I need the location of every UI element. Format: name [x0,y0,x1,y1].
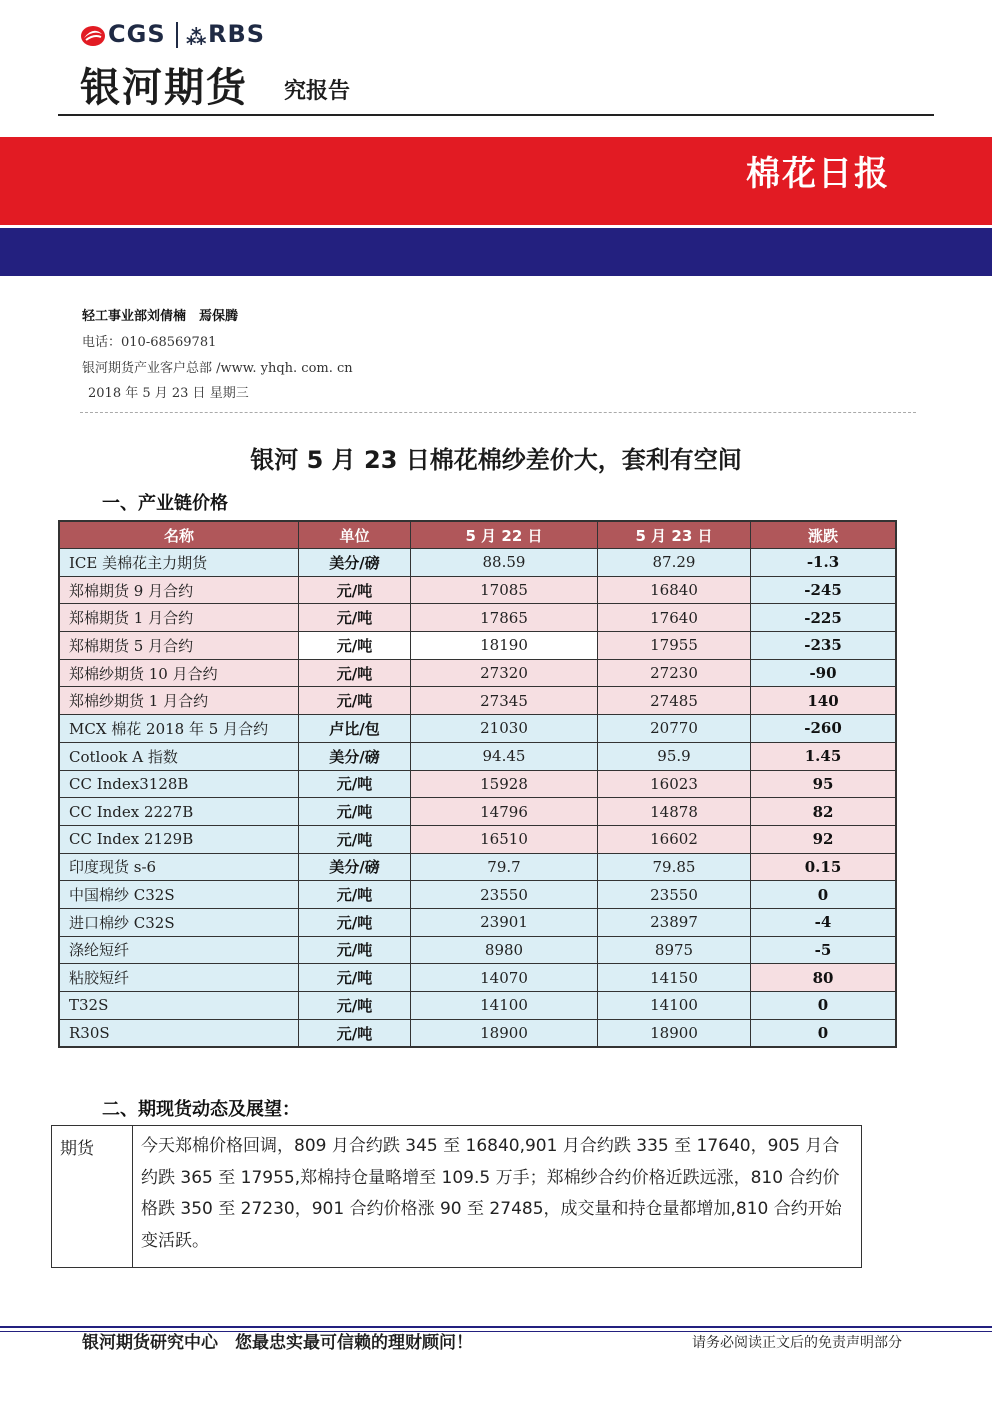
cell-chg: 82 [751,798,897,826]
header-unit: 单位 [299,521,411,549]
cell-name: 郑棉期货 5 月合约 [59,632,299,660]
cell-d2: 14150 [598,964,751,992]
cell-chg: -245 [751,576,897,604]
cell-d2: 95.9 [598,742,751,770]
footer-disclaimer: 请务必阅读正文后的免责声明部分 [692,1335,902,1351]
cell-d1: 16510 [411,825,598,853]
table-row [59,881,896,909]
cell-unit: 元/吨 [299,936,411,964]
cell-chg: -235 [751,632,897,660]
cell-d1: 27320 [411,659,598,687]
cell-d1: 17085 [411,576,598,604]
cell-name: 印度现货 s-6 [59,853,299,881]
section-heading-outlook: 二、期现货动态及展望： [102,1099,300,1120]
cell-chg: -5 [751,936,897,964]
cell-d1: 21030 [411,715,598,743]
table-row [59,992,896,1020]
table-row [59,798,896,826]
cell-unit: 元/吨 [299,659,411,687]
table-row [59,576,896,604]
cell-unit: 美分/磅 [299,549,411,577]
table-row [59,659,896,687]
cell-d2: 27485 [598,687,751,715]
cell-d2: 14878 [598,798,751,826]
cell-d2: 16840 [598,576,751,604]
table-row [59,549,896,577]
author-line: 轻工事业部刘倩楠 焉保腾 [82,309,239,324]
cell-d1: 14070 [411,964,598,992]
logo-rbs-text: RBS [208,20,266,48]
cell-name: CC Index 2227B [59,798,299,826]
commentary-table [51,1125,862,1268]
cell-d1: 79.7 [411,853,598,881]
cell-d2: 16602 [598,825,751,853]
cell-chg: -1.3 [751,549,897,577]
cell-unit: 元/吨 [299,992,411,1020]
cell-d2: 14100 [598,992,751,1020]
table-row [59,1019,896,1047]
table-row [59,908,896,936]
cell-d1: 8980 [411,936,598,964]
cell-name: CC Index3128B [59,770,299,798]
cell-name: CC Index 2129B [59,825,299,853]
dashed-divider [80,412,916,413]
cell-chg: 0 [751,1019,897,1047]
table-row [59,742,896,770]
cell-d1: 23550 [411,881,598,909]
header-change: 涨跌 [751,521,897,549]
table-row [59,687,896,715]
cell-d1: 18900 [411,1019,598,1047]
cell-d1: 23901 [411,908,598,936]
cell-chg: 140 [751,687,897,715]
cell-d2: 79.85 [598,853,751,881]
header-date1: 5 月 22 日 [411,521,598,549]
rbs-logo-icon: ⁂ [186,25,207,49]
company-name: 银河期货 [80,65,248,111]
cell-unit: 美分/磅 [299,853,411,881]
cell-name: Cotlook A 指数 [59,742,299,770]
cell-unit: 元/吨 [299,964,411,992]
cell-d1: 27345 [411,687,598,715]
cell-name: ICE 美棉花主力期货 [59,549,299,577]
cell-unit: 元/吨 [299,770,411,798]
cell-chg: -260 [751,715,897,743]
cell-d1: 15928 [411,770,598,798]
cell-d2: 17955 [598,632,751,660]
table-row [59,853,896,881]
cell-d2: 18900 [598,1019,751,1047]
cell-unit: 元/吨 [299,1019,411,1047]
header-name: 名称 [59,521,299,549]
phone-line: 电话：010-68569781 [82,335,217,350]
cell-chg: 0 [751,992,897,1020]
cell-unit: 元/吨 [299,576,411,604]
cell-d1: 88.59 [411,549,598,577]
logo-cgs-text: CGS [108,20,166,48]
cell-name: 郑棉期货 9 月合约 [59,576,299,604]
cell-chg: -90 [751,659,897,687]
cell-d2: 87.29 [598,549,751,577]
cell-name: 涤纶短纤 [59,936,299,964]
website-line: 银河期货产业客户总部 /www. yhqh. com. cn [82,361,353,376]
cell-chg: 1.45 [751,742,897,770]
cell-d2: 16023 [598,770,751,798]
blue-banner [0,228,992,276]
cell-d1: 14100 [411,992,598,1020]
cell-unit: 元/吨 [299,825,411,853]
cell-name: 粘胶短纤 [59,964,299,992]
table-row [59,632,896,660]
section-heading-prices: 一、产业链价格 [102,493,228,514]
cell-name: T32S [59,992,299,1020]
cell-d2: 17640 [598,604,751,632]
header-date2: 5 月 23 日 [598,521,751,549]
cell-unit: 元/吨 [299,604,411,632]
cell-chg: 80 [751,964,897,992]
cell-d1: 18190 [411,632,598,660]
cell-unit: 元/吨 [299,908,411,936]
report-date: 2018 年 5 月 23 日 星期三 [88,386,249,401]
cell-unit: 元/吨 [299,798,411,826]
cgs-logo-icon [80,24,106,48]
commentary-label: 期货 [52,1126,133,1268]
header-divider [58,114,934,116]
cell-d2: 23897 [598,908,751,936]
cell-d2: 23550 [598,881,751,909]
cell-d1: 94.45 [411,742,598,770]
table-row [59,715,896,743]
cell-unit: 卢比/包 [299,715,411,743]
cell-chg: 92 [751,825,897,853]
cell-name: R30S [59,1019,299,1047]
logo-divider [176,22,178,48]
cell-chg: -225 [751,604,897,632]
cell-unit: 元/吨 [299,632,411,660]
cell-unit: 元/吨 [299,687,411,715]
commentary-text: 今天郑棉价格回调，809 月合约跌 345 至 16840,901 月合约跌 335 至 17640，905 月合约跌 365 至 17955,郑棉持仓量略增至 109.5 万手；郑棉纱合约价格近跌远涨，810 合约价格跌 350 至 27230，901 合约价格涨 90 至 27485，成交量和持仓量都增加,810 合约开始变活跃。 [133,1126,862,1268]
cell-name: 进口棉纱 C32S [59,908,299,936]
cell-chg: -4 [751,908,897,936]
cell-unit: 美分/磅 [299,742,411,770]
cell-name: 郑棉纱期货 1 月合约 [59,687,299,715]
cell-d2: 27230 [598,659,751,687]
cell-name: 郑棉期货 1 月合约 [59,604,299,632]
cell-d1: 14796 [411,798,598,826]
table-row [59,825,896,853]
commentary-row [52,1126,862,1268]
footer-slogan: 银河期货研究中心 您最忠实最可信赖的理财顾问！ [82,1333,473,1353]
table-row [59,936,896,964]
cell-d1: 17865 [411,604,598,632]
table-row [59,964,896,992]
report-title: 棉花日报 [746,154,890,194]
table-row [59,770,896,798]
cell-unit: 元/吨 [299,881,411,909]
cell-chg: 95 [751,770,897,798]
cell-name: 中国棉纱 C32S [59,881,299,909]
cell-name: MCX 棉花 2018 年 5 月合约 [59,715,299,743]
report-type: 究报告 [284,79,351,104]
main-headline: 银河 5 月 23 日棉花棉纱差价大，套利有空间 [250,446,742,474]
cell-name: 郑棉纱期货 10 月合约 [59,659,299,687]
cell-d2: 20770 [598,715,751,743]
cell-d2: 8975 [598,936,751,964]
table-row [59,604,896,632]
cell-chg: 0 [751,881,897,909]
cell-chg: 0.15 [751,853,897,881]
price-table [58,520,897,1048]
table-header-row [59,521,896,549]
